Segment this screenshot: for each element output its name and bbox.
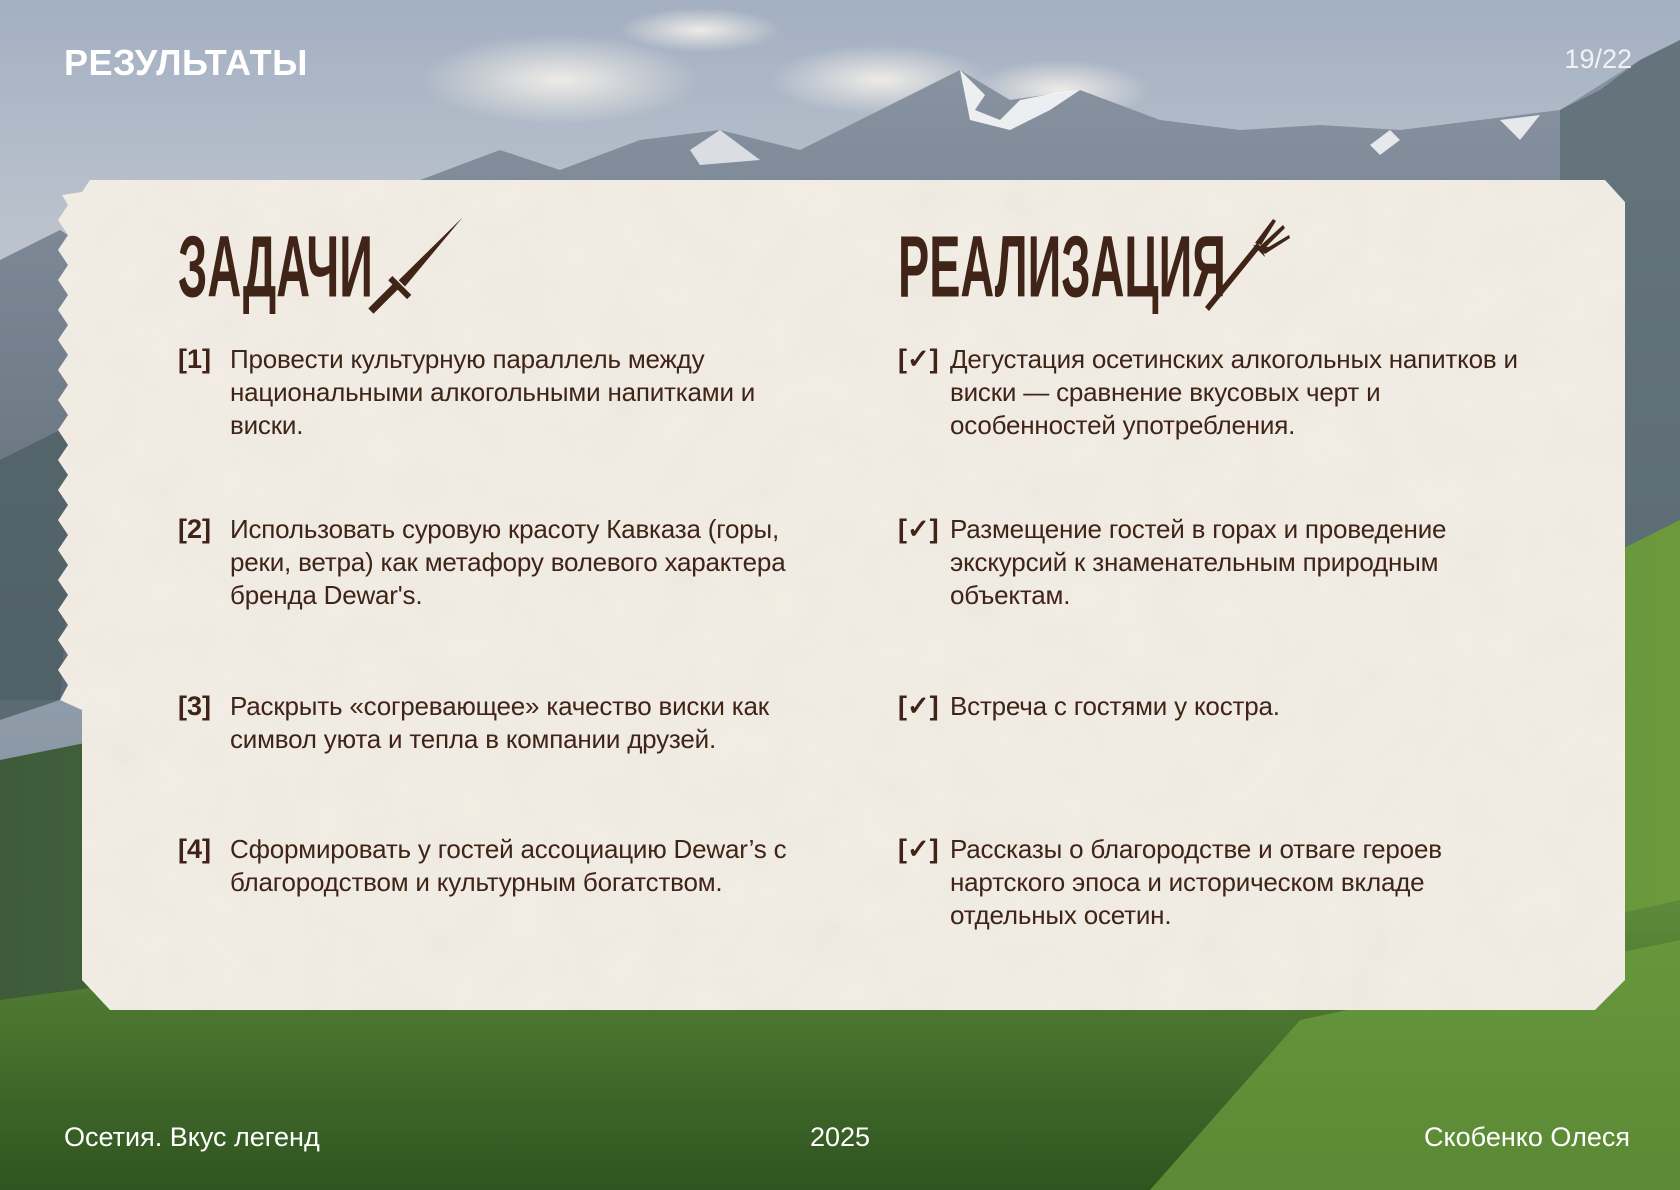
implementation-text: Размещение гостей в горах и проведение экскурсий к знаменательным природным объектам. (950, 514, 1447, 610)
implementation-text: Рассказы о благородстве и отваге героев нартского эпоса и историческом вкладе отдельных осетин. (950, 834, 1442, 930)
task-number: [1] (178, 344, 211, 374)
task-text: Провести культурную параллель между национальными алкогольными напитками и виски. (230, 344, 756, 440)
tasks-heading-text: ЗАДАЧИ (178, 218, 373, 316)
task-item (178, 343, 818, 442)
footer-author: Скобенко Олеся (1424, 1122, 1630, 1152)
implementation-item (898, 513, 1538, 612)
footer-year: 2025 (809, 1122, 871, 1152)
task-number: [2] (178, 514, 211, 544)
tasks-column (178, 218, 818, 897)
implementation-text: Дегустация осетинских алкогольных напитков и виски — сравнение вкусовых черт и особенностей употребления. (950, 344, 1518, 440)
implementation-item (898, 690, 1538, 723)
task-item (178, 513, 818, 612)
task-text: Сформировать у гостей ассоциацию Dewar’s с благородством и культурным богатством. (230, 834, 787, 897)
tasks-heading (178, 218, 818, 316)
task-text: Раскрыть «согревающее» качество виски как символ уюта и тепла в компании друзей. (230, 691, 769, 754)
page-number: 19/22 (1564, 44, 1632, 74)
implementation-item (898, 833, 1538, 932)
check-marker: [✓] (898, 514, 939, 544)
check-marker: [✓] (898, 344, 939, 374)
task-text: Использовать суровую красоту Кавказа (горы, реки, ветра) как метафору волевого характера бренда Dewar's. (230, 514, 786, 610)
slide-title: РЕЗУЛЬТАТЫ (64, 42, 308, 83)
fork-icon (1203, 217, 1293, 317)
check-marker: [✓] (898, 834, 939, 864)
footer-project-title: Осетия. Вкус легенд (64, 1122, 320, 1152)
dagger-icon (363, 213, 468, 318)
implementation-heading-text: РЕАЛИЗАЦИЯ (898, 218, 1226, 316)
check-marker: [✓] (898, 691, 939, 721)
implementation-text: Встреча с гостями у костра. (950, 691, 1280, 721)
task-number: [3] (178, 691, 211, 721)
task-item (178, 690, 818, 756)
implementation-item (898, 343, 1538, 442)
implementation-column (898, 218, 1538, 930)
task-item (178, 833, 818, 899)
task-number: [4] (178, 834, 211, 864)
